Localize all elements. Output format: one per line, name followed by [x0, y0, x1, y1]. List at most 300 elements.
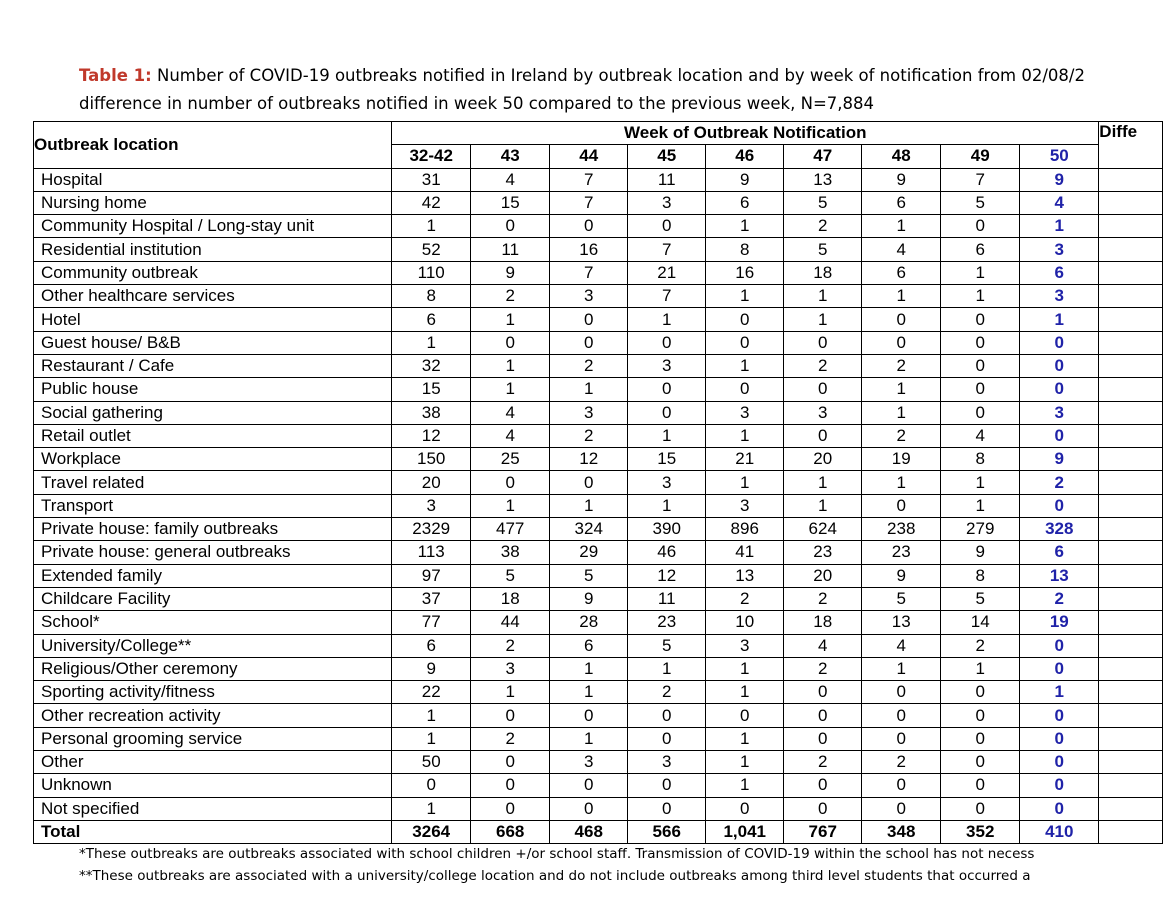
week-50-cell: 13	[1020, 564, 1099, 587]
count-cell: 0	[471, 471, 550, 494]
count-cell: 1	[471, 494, 550, 517]
table-row	[34, 494, 1163, 517]
week-header-cell: 46	[706, 145, 784, 168]
count-cell: 23	[628, 611, 706, 634]
count-cell: 7	[941, 168, 1020, 191]
week-50-cell: 3	[1020, 285, 1099, 308]
count-cell: 1	[862, 285, 941, 308]
count-cell: 37	[392, 587, 471, 610]
count-cell: 1	[628, 657, 706, 680]
count-cell: 4	[471, 401, 550, 424]
count-cell: 348	[862, 820, 941, 843]
count-cell: 1	[392, 215, 471, 238]
count-cell: 4	[941, 424, 1020, 447]
count-cell: 1	[392, 704, 471, 727]
count-cell: 16	[550, 238, 628, 261]
count-cell: 13	[784, 168, 862, 191]
count-cell: 1	[392, 797, 471, 820]
count-cell: 1	[862, 378, 941, 401]
count-cell: 1	[550, 657, 628, 680]
count-cell: 3	[628, 751, 706, 774]
count-cell: 0	[941, 308, 1020, 331]
count-cell: 1	[706, 215, 784, 238]
table-row	[34, 518, 1163, 541]
count-cell: 0	[784, 797, 862, 820]
table-row	[34, 424, 1163, 447]
count-cell: 2	[862, 354, 941, 377]
week-50-cell: 6	[1020, 261, 1099, 284]
count-cell: 0	[862, 331, 941, 354]
week-50-cell: 9	[1020, 168, 1099, 191]
table-row	[34, 471, 1163, 494]
count-cell: 9	[471, 261, 550, 284]
count-cell: 1	[784, 308, 862, 331]
count-cell: 18	[784, 611, 862, 634]
difference-cell	[1099, 308, 1163, 331]
count-cell: 6	[392, 308, 471, 331]
count-cell: 6	[862, 261, 941, 284]
count-cell: 6	[941, 238, 1020, 261]
week-50-cell: 0	[1020, 354, 1099, 377]
difference-cell	[1099, 587, 1163, 610]
count-cell: 1	[941, 657, 1020, 680]
count-cell: 32	[392, 354, 471, 377]
table-row	[34, 564, 1163, 587]
location-cell: Sporting activity/fitness	[34, 681, 392, 704]
week-50-cell: 0	[1020, 704, 1099, 727]
count-cell: 4	[471, 168, 550, 191]
location-cell: Transport	[34, 494, 392, 517]
count-cell: 4	[471, 424, 550, 447]
count-cell: 1	[862, 401, 941, 424]
count-cell: 324	[550, 518, 628, 541]
count-cell: 0	[628, 378, 706, 401]
week-50-cell: 410	[1020, 820, 1099, 843]
count-cell: 15	[628, 448, 706, 471]
count-cell: 21	[706, 448, 784, 471]
caption-line-2: difference in number of outbreaks notified in week 50 compared to the previous week, N=7,884	[79, 94, 875, 113]
location-cell: Workplace	[34, 448, 392, 471]
week-50-cell: 0	[1020, 634, 1099, 657]
count-cell: 1,041	[706, 820, 784, 843]
table-row	[34, 354, 1163, 377]
count-cell: 9	[550, 587, 628, 610]
count-cell: 46	[628, 541, 706, 564]
count-cell: 0	[550, 471, 628, 494]
count-cell: 2	[784, 587, 862, 610]
count-cell: 0	[941, 378, 1020, 401]
difference-cell	[1099, 541, 1163, 564]
count-cell: 468	[550, 820, 628, 843]
difference-cell	[1099, 611, 1163, 634]
count-cell: 6	[550, 634, 628, 657]
count-cell: 0	[628, 727, 706, 750]
count-cell: 566	[628, 820, 706, 843]
total-label: Total	[34, 820, 392, 843]
count-cell: 8	[706, 238, 784, 261]
count-cell: 0	[784, 774, 862, 797]
count-cell: 3	[628, 471, 706, 494]
count-cell: 2	[784, 215, 862, 238]
count-cell: 13	[862, 611, 941, 634]
count-cell: 3	[471, 657, 550, 680]
count-cell: 113	[392, 541, 471, 564]
location-cell: Community outbreak	[34, 261, 392, 284]
count-cell: 0	[862, 727, 941, 750]
count-cell: 19	[862, 448, 941, 471]
week-50-cell: 1	[1020, 681, 1099, 704]
count-cell: 1	[706, 285, 784, 308]
count-cell: 2	[471, 727, 550, 750]
week-50-cell: 4	[1020, 191, 1099, 214]
count-cell: 3	[706, 494, 784, 517]
table-row	[34, 215, 1163, 238]
count-cell: 3	[706, 401, 784, 424]
count-cell: 0	[784, 378, 862, 401]
table-row	[34, 401, 1163, 424]
count-cell: 25	[471, 448, 550, 471]
location-cell: School*	[34, 611, 392, 634]
count-cell: 1	[862, 215, 941, 238]
location-cell: Private house: family outbreaks	[34, 518, 392, 541]
difference-cell	[1099, 494, 1163, 517]
location-cell: Restaurant / Cafe	[34, 354, 392, 377]
location-cell: Public house	[34, 378, 392, 401]
week-50-cell: 9	[1020, 448, 1099, 471]
count-cell: 1	[706, 774, 784, 797]
count-cell: 6	[392, 634, 471, 657]
count-cell: 0	[706, 704, 784, 727]
count-cell: 7	[550, 261, 628, 284]
difference-cell	[1099, 774, 1163, 797]
location-cell: Unknown	[34, 774, 392, 797]
count-cell: 1	[784, 494, 862, 517]
location-cell: Social gathering	[34, 401, 392, 424]
count-cell: 0	[550, 704, 628, 727]
count-cell: 624	[784, 518, 862, 541]
table-row	[34, 285, 1163, 308]
count-cell: 0	[471, 704, 550, 727]
count-cell: 77	[392, 611, 471, 634]
table-label: Table 1:	[79, 66, 152, 85]
count-cell: 0	[941, 704, 1020, 727]
count-cell: 18	[784, 261, 862, 284]
count-cell: 7	[628, 285, 706, 308]
location-cell: Travel related	[34, 471, 392, 494]
difference-cell	[1099, 401, 1163, 424]
footnote-university: **These outbreaks are associated with a university/college location and do not include outbreaks among third level students that occurred a	[79, 868, 1031, 884]
count-cell: 0	[862, 494, 941, 517]
count-cell: 44	[471, 611, 550, 634]
table-row	[34, 331, 1163, 354]
count-cell: 0	[862, 774, 941, 797]
count-cell: 52	[392, 238, 471, 261]
count-cell: 4	[862, 634, 941, 657]
difference-cell	[1099, 168, 1163, 191]
count-cell: 4	[862, 238, 941, 261]
week-50-cell: 0	[1020, 331, 1099, 354]
count-cell: 2	[471, 285, 550, 308]
difference-cell	[1099, 751, 1163, 774]
count-cell: 2	[784, 751, 862, 774]
difference-header: Diffe	[1099, 122, 1163, 169]
count-cell: 2	[550, 354, 628, 377]
count-cell: 20	[392, 471, 471, 494]
count-cell: 9	[862, 168, 941, 191]
count-cell: 3	[784, 401, 862, 424]
table-row	[34, 378, 1163, 401]
count-cell: 0	[862, 797, 941, 820]
location-cell: Nursing home	[34, 191, 392, 214]
count-cell: 15	[392, 378, 471, 401]
week-50-cell: 3	[1020, 401, 1099, 424]
count-cell: 6	[862, 191, 941, 214]
count-cell: 0	[784, 681, 862, 704]
table-row	[34, 238, 1163, 261]
count-cell: 1	[706, 751, 784, 774]
week-50-cell: 6	[1020, 541, 1099, 564]
count-cell: 0	[941, 727, 1020, 750]
count-cell: 16	[706, 261, 784, 284]
count-cell: 1	[706, 657, 784, 680]
count-cell: 3	[550, 401, 628, 424]
count-cell: 1	[706, 471, 784, 494]
table-row	[34, 751, 1163, 774]
count-cell: 0	[628, 331, 706, 354]
location-cell: Hotel	[34, 308, 392, 331]
count-cell: 2	[706, 587, 784, 610]
count-cell: 1	[550, 681, 628, 704]
count-cell: 1	[471, 354, 550, 377]
count-cell: 896	[706, 518, 784, 541]
count-cell: 11	[628, 587, 706, 610]
count-cell: 1	[706, 424, 784, 447]
difference-cell	[1099, 518, 1163, 541]
week-header-cell: 50	[1020, 145, 1099, 168]
count-cell: 3	[392, 494, 471, 517]
count-cell: 0	[550, 308, 628, 331]
week-50-cell: 2	[1020, 471, 1099, 494]
difference-cell	[1099, 820, 1163, 843]
count-cell: 42	[392, 191, 471, 214]
count-cell: 41	[706, 541, 784, 564]
count-cell: 0	[862, 308, 941, 331]
count-cell: 0	[628, 774, 706, 797]
location-cell: University/College**	[34, 634, 392, 657]
difference-cell	[1099, 238, 1163, 261]
count-cell: 0	[628, 401, 706, 424]
count-cell: 1	[706, 354, 784, 377]
location-cell: Childcare Facility	[34, 587, 392, 610]
count-cell: 0	[941, 215, 1020, 238]
count-cell: 1	[471, 378, 550, 401]
count-cell: 1	[628, 494, 706, 517]
week-50-cell: 0	[1020, 494, 1099, 517]
count-cell: 22	[392, 681, 471, 704]
week-50-cell: 0	[1020, 727, 1099, 750]
count-cell: 12	[628, 564, 706, 587]
difference-cell	[1099, 215, 1163, 238]
difference-cell	[1099, 448, 1163, 471]
difference-cell	[1099, 261, 1163, 284]
count-cell: 2	[941, 634, 1020, 657]
count-cell: 13	[706, 564, 784, 587]
count-cell: 5	[471, 564, 550, 587]
count-cell: 3	[628, 354, 706, 377]
difference-cell	[1099, 191, 1163, 214]
table-row	[34, 704, 1163, 727]
count-cell: 0	[628, 704, 706, 727]
count-cell: 5	[784, 191, 862, 214]
count-cell: 1	[862, 471, 941, 494]
location-header: Outbreak location	[34, 122, 392, 169]
count-cell: 3	[550, 751, 628, 774]
week-50-cell: 0	[1020, 751, 1099, 774]
count-cell: 6	[706, 191, 784, 214]
count-cell: 2	[784, 354, 862, 377]
count-cell: 0	[784, 704, 862, 727]
count-cell: 1	[392, 331, 471, 354]
location-cell: Personal grooming service	[34, 727, 392, 750]
week-50-cell: 0	[1020, 774, 1099, 797]
count-cell: 50	[392, 751, 471, 774]
count-cell: 0	[941, 401, 1020, 424]
count-cell: 0	[550, 797, 628, 820]
count-cell: 1	[628, 424, 706, 447]
count-cell: 1	[628, 308, 706, 331]
count-cell: 110	[392, 261, 471, 284]
count-cell: 20	[784, 448, 862, 471]
count-cell: 9	[862, 564, 941, 587]
location-cell: Residential institution	[34, 238, 392, 261]
count-cell: 5	[784, 238, 862, 261]
difference-cell	[1099, 634, 1163, 657]
count-cell: 9	[706, 168, 784, 191]
count-cell: 477	[471, 518, 550, 541]
week-header-cell: 44	[550, 145, 628, 168]
count-cell: 10	[706, 611, 784, 634]
location-cell: Other healthcare services	[34, 285, 392, 308]
count-cell: 5	[941, 587, 1020, 610]
location-cell: Religious/Other ceremony	[34, 657, 392, 680]
week-50-cell: 1	[1020, 308, 1099, 331]
count-cell: 7	[550, 168, 628, 191]
count-cell: 1	[392, 727, 471, 750]
week-header-cell: 49	[941, 145, 1020, 168]
count-cell: 5	[628, 634, 706, 657]
count-cell: 3	[550, 285, 628, 308]
table-row	[34, 727, 1163, 750]
count-cell: 23	[862, 541, 941, 564]
footnote-school: *These outbreaks are outbreaks associated with school children +/or school staff. Transmission of COVID-19 within the school has not necess	[79, 846, 1035, 862]
caption-text: Number of COVID-19 outbreaks notified in Ireland by outbreak location and by week of notification from 02/08/2	[157, 66, 1085, 85]
week-header: Week of Outbreak Notification	[392, 122, 1099, 145]
count-cell: 150	[392, 448, 471, 471]
count-cell: 0	[862, 681, 941, 704]
count-cell: 8	[941, 448, 1020, 471]
count-cell: 0	[941, 681, 1020, 704]
table-body	[34, 168, 1163, 844]
count-cell: 3264	[392, 820, 471, 843]
week-50-cell: 3	[1020, 238, 1099, 261]
table-row	[34, 774, 1163, 797]
difference-cell	[1099, 564, 1163, 587]
week-header-cell: 32-42	[392, 145, 471, 168]
table-caption	[79, 62, 1125, 118]
difference-cell	[1099, 727, 1163, 750]
count-cell: 5	[941, 191, 1020, 214]
count-cell: 11	[471, 238, 550, 261]
table-row	[34, 634, 1163, 657]
count-cell: 2	[628, 681, 706, 704]
count-cell: 0	[392, 774, 471, 797]
total-row	[34, 820, 1163, 843]
count-cell: 7	[550, 191, 628, 214]
count-cell: 1	[784, 471, 862, 494]
count-cell: 97	[392, 564, 471, 587]
count-cell: 0	[941, 751, 1020, 774]
week-header-cell: 43	[471, 145, 550, 168]
difference-cell	[1099, 354, 1163, 377]
count-cell: 2	[550, 424, 628, 447]
count-cell: 7	[628, 238, 706, 261]
table-row	[34, 261, 1163, 284]
count-cell: 8	[392, 285, 471, 308]
week-50-cell: 328	[1020, 518, 1099, 541]
count-cell: 2329	[392, 518, 471, 541]
caption-line-1	[79, 62, 1125, 90]
table-row	[34, 587, 1163, 610]
count-cell: 9	[392, 657, 471, 680]
header-row-1	[34, 122, 1163, 145]
difference-cell	[1099, 704, 1163, 727]
count-cell: 0	[471, 331, 550, 354]
difference-cell	[1099, 471, 1163, 494]
count-cell: 238	[862, 518, 941, 541]
count-cell: 0	[471, 774, 550, 797]
difference-cell	[1099, 378, 1163, 401]
count-cell: 1	[706, 681, 784, 704]
count-cell: 0	[941, 774, 1020, 797]
count-cell: 0	[706, 378, 784, 401]
week-header-cell: 47	[784, 145, 862, 168]
table-row	[34, 191, 1163, 214]
week-header-cell: 48	[862, 145, 941, 168]
table-row	[34, 448, 1163, 471]
count-cell: 0	[941, 331, 1020, 354]
count-cell: 0	[471, 215, 550, 238]
count-cell: 390	[628, 518, 706, 541]
location-cell: Not specified	[34, 797, 392, 820]
count-cell: 1	[550, 494, 628, 517]
count-cell: 12	[550, 448, 628, 471]
location-cell: Private house: general outbreaks	[34, 541, 392, 564]
count-cell: 4	[784, 634, 862, 657]
count-cell: 1	[941, 261, 1020, 284]
table-row	[34, 611, 1163, 634]
difference-cell	[1099, 681, 1163, 704]
count-cell: 38	[392, 401, 471, 424]
count-cell: 0	[706, 797, 784, 820]
count-cell: 1	[471, 681, 550, 704]
outbreak-table	[33, 121, 1163, 844]
count-cell: 0	[471, 797, 550, 820]
count-cell: 5	[550, 564, 628, 587]
location-cell: Extended family	[34, 564, 392, 587]
count-cell: 2	[862, 424, 941, 447]
count-cell: 8	[941, 564, 1020, 587]
count-cell: 0	[784, 727, 862, 750]
